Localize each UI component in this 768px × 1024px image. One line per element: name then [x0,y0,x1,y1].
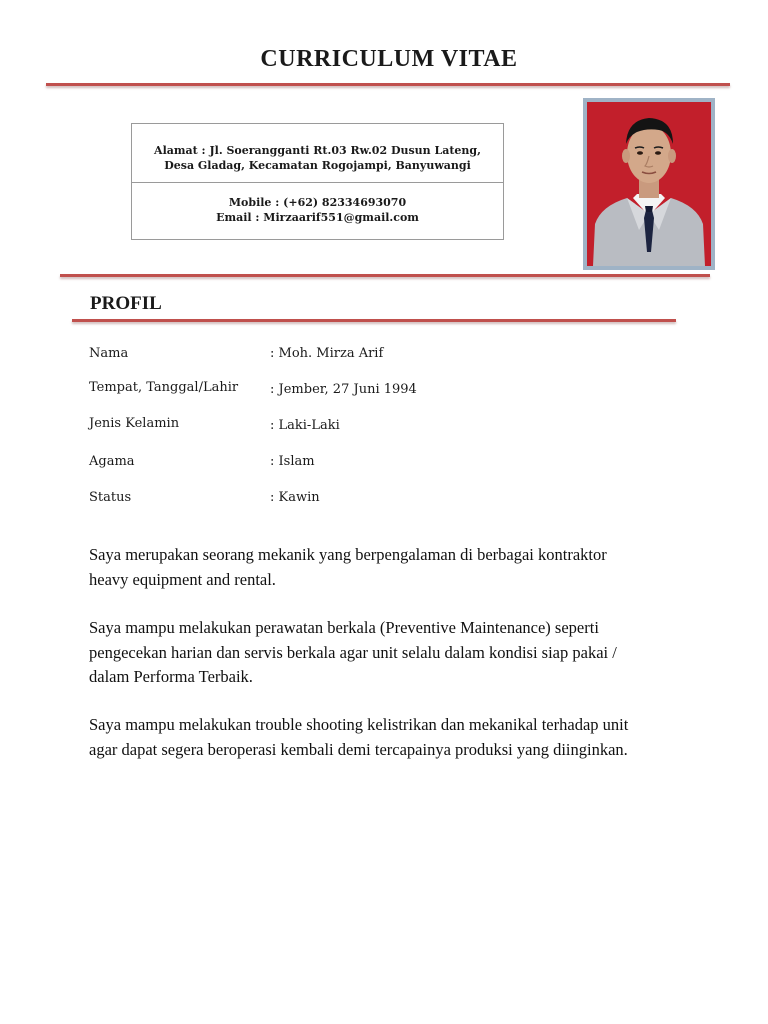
profile-value: : Moh. Mirza Arif [270,346,384,361]
contact-address: Alamat : Jl. Soerangganti Rt.03 Rw.02 Dusun Lateng, Desa Gladag, Kecamatan Rogojampi, Banyuwangi [154,144,481,172]
portrait-photo-icon [587,102,711,266]
contact-mobile: Mobile : (+62) 82334693070 [228,196,407,209]
profile-row-jenis-kelamin [89,417,649,437]
profil-section-title: PROFIL [90,293,162,314]
contact-email: Email : Mirzaarif551@gmail.com [216,211,419,224]
profile-value: : Jember, 27 Juni 1994 [270,382,417,397]
contact-box [131,123,504,240]
summary-paragraph: Saya mampu melakukan perawatan berkala (Preventive Maintenance) seperti pengecekan harian dan servis berkala agar unit selalu dalam kondisi siap pakai / dalam Performa Terbaik. [89,618,617,686]
profile-row-agama [89,454,649,474]
title-divider [46,83,730,86]
profile-value: : Laki-Laki [270,418,340,433]
profil-divider [72,319,676,322]
profile-label: Jenis Kelamin [89,416,180,431]
summary-paragraph: Saya merupakan seorang mekanik yang berpengalaman di berbagai kontraktor heavy equipment and rental. [89,545,607,589]
contact-phone-email [132,195,503,225]
summary-paragraph: Saya mampu melakukan trouble shooting kelistrikan dan mekanikal terhadap unit agar dapat segera beroperasi kembali demi tercapainya produksi yang diinginkan. [89,715,629,759]
profile-value: : Islam [270,454,315,469]
profile-label: Agama [89,454,135,469]
profile-label: Tempat, Tanggal/Lahir [89,380,239,395]
profile-label: Status [89,490,132,505]
portrait-photo [583,98,715,270]
contact-divider [132,182,503,183]
profile-row-nama [89,346,649,366]
profile-value: : Kawin [270,490,320,505]
header-divider [60,274,710,277]
profile-label: Nama [89,346,129,361]
profile-row-tempat-tanggal-lahir [89,381,649,401]
profile-row-status [89,490,649,510]
page-title: CURRICULUM VITAE [260,46,518,72]
